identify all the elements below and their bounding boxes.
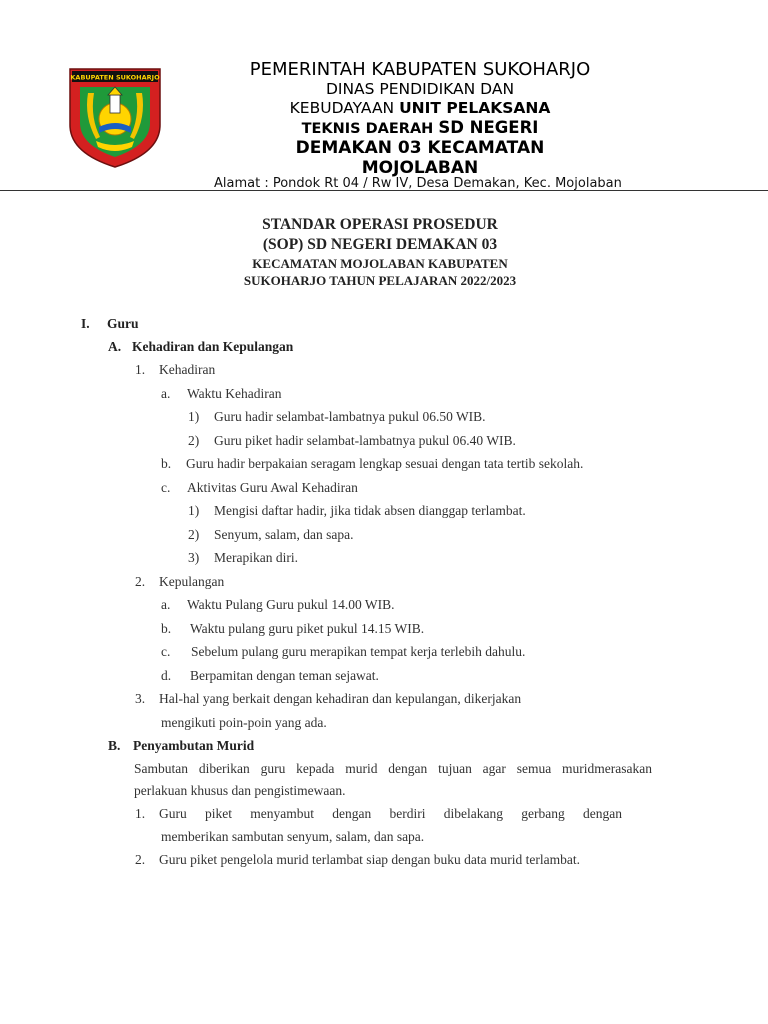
list-item — [135, 806, 623, 822]
paragraph-line: Sambutan diberikan guru kepada murid dengan tujuan agar semua muridmerasakan — [134, 761, 652, 776]
list-text: Merapikan diri. — [214, 550, 298, 565]
list-text: Guru piket menyambut dengan berdiri dibelakang gerbang dengan — [159, 806, 622, 821]
list-item — [161, 621, 424, 637]
list-item — [135, 852, 580, 868]
list-number: 1) — [188, 503, 200, 518]
list-number: 1. — [135, 362, 146, 377]
list-number: b. — [161, 456, 172, 471]
list-number: 1. — [135, 806, 146, 821]
agency-line-2b: UNIT PELAKSANA — [399, 99, 551, 117]
list-item-continuation: memberikan sambutan senyum, salam, dan sapa. — [161, 829, 425, 844]
list-item — [188, 550, 298, 566]
list-text: Waktu pulang guru piket pukul 14.15 WIB. — [190, 621, 425, 636]
list-number: 2) — [188, 433, 200, 448]
list-item — [188, 433, 516, 449]
list-number: B. — [108, 738, 121, 753]
list-number: c. — [161, 480, 171, 495]
list-text: Waktu Kehadiran — [187, 386, 282, 401]
agency-line-2a: KEBUDAYAAN — [289, 99, 400, 117]
list-item — [161, 597, 395, 613]
list-number: 2. — [135, 852, 146, 867]
svg-text:KABUPATEN SUKOHARJO: KABUPATEN SUKOHARJO — [70, 73, 160, 82]
kabupaten-sukoharjo-logo — [66, 67, 164, 169]
agency-line-5: MOJOLABAN — [361, 158, 479, 178]
list-number: A. — [108, 339, 122, 354]
list-text: Kehadiran — [159, 362, 216, 377]
agency-line-3a: TEKNIS DAERAH — [301, 121, 439, 137]
list-item — [161, 386, 282, 402]
list-text: Guru piket pengelola murid terlambat siap dengan buku data murid terlambat. — [159, 852, 580, 867]
list-text: Penyambutan Murid — [133, 738, 255, 753]
doc-title-1: STANDAR OPERASI PROSEDUR — [262, 216, 498, 233]
list-text: Guru hadir berpakaian seragam lengkap sesuai dengan tata tertib sekolah. — [186, 456, 584, 471]
list-item — [135, 362, 215, 378]
list-text: Guru piket hadir selambat-lambatnya pukul 06.40 WIB. — [214, 433, 516, 448]
list-item — [135, 574, 224, 590]
doc-title-2: (SOP) SD NEGERI DEMAKAN 03 — [262, 236, 498, 253]
agency-line-3b: SD NEGERI — [438, 118, 539, 137]
list-text: Guru hadir selambat-lambatnya pukul 06.50 WIB. — [214, 409, 486, 424]
doc-title-4: SUKOHARJO TAHUN PELAJARAN 2022/2023 — [243, 273, 517, 288]
list-number: b. — [161, 621, 172, 636]
section-heading — [81, 316, 139, 332]
doc-title-3: KECAMATAN MOJOLABAN KABUPATEN — [252, 256, 508, 271]
agency-line-1: DINAS PENDIDIKAN DAN — [325, 80, 515, 98]
list-number: 2. — [135, 574, 146, 589]
list-number: a. — [161, 597, 171, 612]
list-number: 1) — [188, 409, 200, 424]
list-number: d. — [161, 668, 172, 683]
paragraph-line: perlakuan khusus dan pengistimewaan. — [134, 783, 346, 798]
list-item — [161, 644, 525, 660]
list-text: Kepulangan — [159, 574, 225, 589]
list-text: Mengisi daftar hadir, jika tidak absen dianggap terlambat. — [214, 503, 526, 518]
list-text: Waktu Pulang Guru pukul 14.00 WIB. — [187, 597, 395, 612]
list-text: Hal-hal yang berkait dengan kehadiran dan kepulangan, dikerjakan — [159, 691, 522, 706]
list-item — [161, 456, 583, 472]
list-number: 2) — [188, 527, 200, 542]
list-text: Kehadiran dan Kepulangan — [132, 339, 294, 354]
list-number: I. — [81, 316, 90, 331]
list-item-continuation: mengikuti poin-poin yang ada. — [161, 715, 327, 730]
header-divider — [0, 190, 768, 191]
list-text: Guru — [107, 316, 139, 331]
list-item — [161, 668, 379, 684]
list-number: 3. — [135, 691, 146, 706]
list-item — [188, 503, 526, 519]
list-number: a. — [161, 386, 171, 401]
government-name: PEMERINTAH KABUPATEN SUKOHARJO — [249, 59, 591, 80]
agency-line-3 — [175, 118, 665, 137]
list-text: Sebelum pulang guru merapikan tempat kerja terlebih dahulu. — [191, 644, 526, 659]
school-address: Alamat : Pondok Rt 04 / Rw IV, Desa Demakan, Kec. Mojolaban — [214, 176, 622, 191]
list-item — [188, 409, 486, 425]
list-number: c. — [161, 644, 171, 659]
agency-line-4: DEMAKAN 03 KECAMATAN — [295, 138, 545, 158]
list-item — [161, 480, 358, 496]
list-text: Berpamitan dengan teman sejawat. — [190, 668, 379, 683]
list-number: 3) — [188, 550, 200, 565]
list-text: Aktivitas Guru Awal Kehadiran — [187, 480, 358, 495]
list-item — [188, 527, 353, 543]
agency-line-2 — [175, 99, 665, 117]
subsection-heading — [108, 339, 293, 355]
list-text: Senyum, salam, dan sapa. — [214, 527, 354, 542]
subsection-heading — [108, 738, 254, 754]
list-item — [135, 691, 521, 707]
